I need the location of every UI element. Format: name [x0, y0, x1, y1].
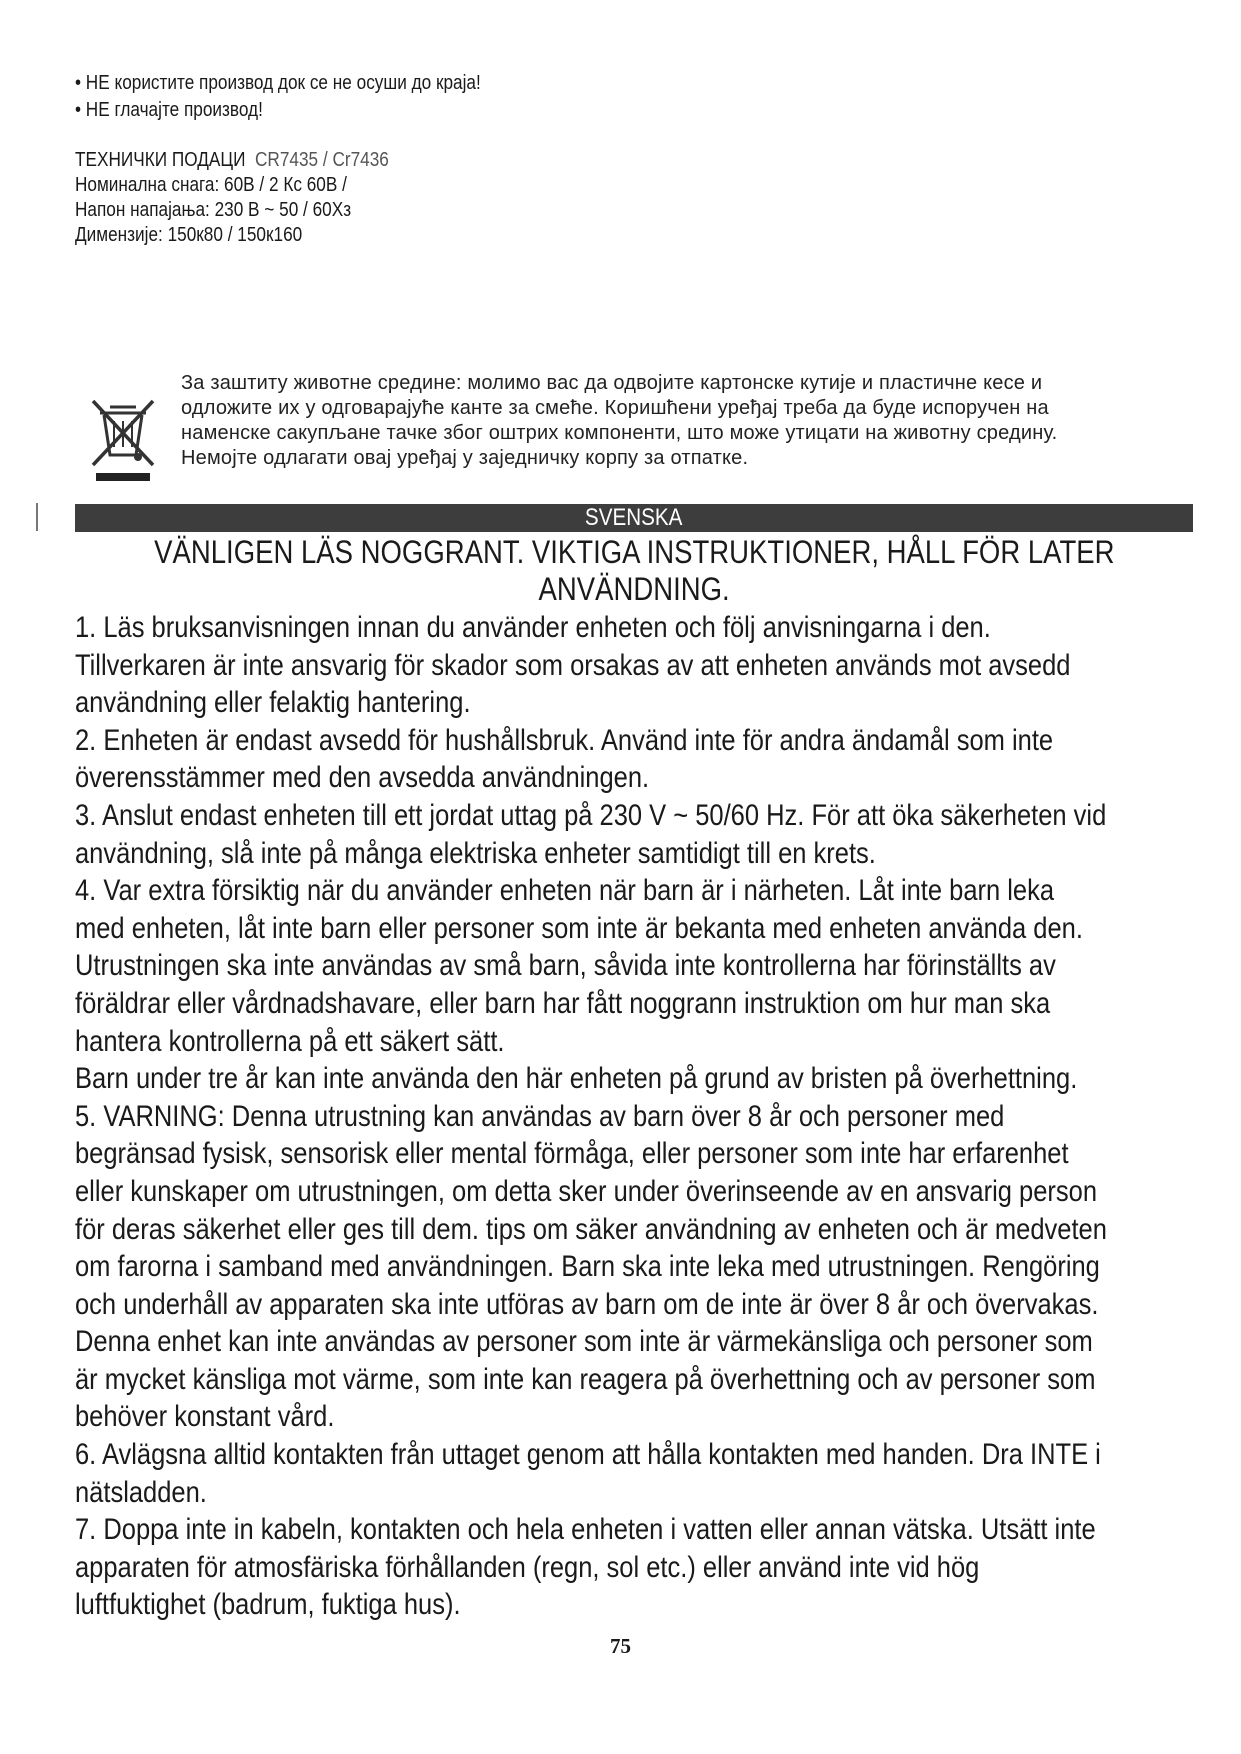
body-text-line: Barn under tre år kan inte använda den här enheten på grund av bristen på överhettning.	[75, 1062, 1078, 1096]
body-text-line: eller kunskaper om utrustningen, om detta sker under överinseende av en ansvarig person	[75, 1174, 1098, 1208]
spec-line: Димензије: 150к80 / 150к160	[75, 224, 303, 246]
environment-notice-line: За заштиту животне средине: молимо вас да одвојите картонске кутије и пластичне кесе и	[181, 372, 1043, 394]
margin-mark	[36, 503, 38, 531]
instructions-heading	[75, 534, 1193, 608]
technical-data-title: ТЕХНИЧКИ ПОДАЦИ	[75, 149, 246, 171]
language-section-bar	[75, 504, 1193, 532]
body-text-line: användning, slå inte på många elektriska enheter samtidigt till en krets.	[75, 836, 876, 870]
body-text-line: begränsad fysisk, sensorisk eller mental förmåga, eller personer som inte har erfarenhet	[75, 1137, 1069, 1171]
environment-notice-line: наменске сакупљане тачке због оштрих компоненти, што може утицати на животну средину.	[181, 422, 1058, 444]
body-text-line: 7. Doppa inte in kabeln, kontakten och hela enheten i vatten eller annan vätska. Utsätt inte	[75, 1513, 1096, 1547]
body-text-line: för deras säkerhet eller ges till dem. tips om säker användning av enheten och är medveten	[75, 1212, 1107, 1246]
bullet-item: • НЕ користите производ док се не осуши до краја!	[75, 72, 481, 94]
serbian-bullet-list	[75, 70, 975, 124]
body-text-line: 2. Enheten är endast avsedd för hushållsbruk. Använd inte för andra ändamål som inte	[75, 723, 1054, 757]
body-text-line: Denna enhet kan inte användas av personer som inte är värmekänsliga och personer som	[75, 1325, 1093, 1359]
body-text-line: Utrustningen ska inte användas av små barn, såvida inte kontrollerna har förinställts av	[75, 949, 1056, 983]
body-text-line: 5. VARNING: Denna utrustning kan användas av barn över 8 år och personer med	[75, 1099, 1005, 1133]
body-text-line: apparaten för atmosfäriska förhållanden (regn, sol etc.) eller använd inte vid hög	[75, 1550, 980, 1584]
bullet-item: • НЕ глачајте производ!	[75, 99, 263, 121]
body-text-line: luftfuktighet (badrum, fuktiga hus).	[75, 1588, 461, 1622]
body-text-line: är mycket känsliga mot värme, som inte kan reagera på överhettning och av personer som	[75, 1362, 1096, 1396]
body-text-line: och underhåll av apparaten ska inte utföras av barn om de inte är över 8 år och övervakas.	[75, 1287, 1099, 1321]
page-number: 75	[610, 1634, 631, 1658]
instructions-body	[75, 609, 1225, 1624]
body-text-line: hantera kontrollerna på ett säkert sätt.	[75, 1024, 505, 1058]
body-text-line: 6. Avlägsna alltid kontakten från uttaget genom att hålla kontakten med handen. Dra INTE i	[75, 1438, 1101, 1472]
body-text-line: 1. Läs bruksanvisningen innan du använder enheten och följ anvisningarna i den.	[75, 611, 991, 644]
technical-data-title-line	[75, 148, 849, 173]
body-text-line: behöver konstant vård.	[75, 1400, 335, 1434]
technical-data-models: CR7435 / Cr7436	[255, 149, 389, 171]
environment-notice-line: одложите их у одговарајуће канте за смеће. Коришћени уређај треба да буде испоручен на	[181, 397, 1049, 419]
heading-line: VÄNLIGEN LÄS NOGGRANT. VIKTIGA INSTRUKTIONER, HÅLL FÖR LATER	[153, 534, 1115, 570]
body-text-line: om farorna i samband med användningen. Barn ska inte leka med utrustningen. Rengöring	[75, 1250, 1100, 1284]
spec-line: Напон напајања: 230 В ~ 50 / 60Хз	[75, 199, 352, 221]
environment-notice-line: Немојте одлагати овај уређај у заједничку корпу за отпатке.	[181, 447, 749, 469]
spec-line: Номинална снага: 60В / 2 Кс 60В /	[75, 174, 347, 196]
section-title: SVENSKA	[585, 504, 683, 531]
body-text-line: användning eller felaktig hantering.	[75, 686, 471, 720]
body-text-line: Tillverkaren är inte ansvarig för skador som orsakas av att enheten används mot avsedd	[75, 648, 1071, 682]
body-text-line: överensstämmer med den avsedda användningen.	[75, 761, 650, 795]
crossed-out-wheelie-bin-icon	[88, 395, 158, 485]
environment-notice	[181, 371, 1141, 471]
body-text-line: nätsladden.	[75, 1475, 207, 1509]
body-text-line: föräldrar eller vårdnadshavare, eller barn har fått noggrann instruktion om hur man ska	[75, 986, 1051, 1020]
body-text-line: med enheten, låt inte barn eller personer som inte är bekanta med enheten använda den.	[75, 911, 1083, 945]
body-text-line: 3. Anslut endast enheten till ett jordat uttag på 230 V ~ 50/60 Hz. För att öka säkerheten vid	[75, 798, 1107, 832]
body-text-line: 4. Var extra försiktig när du använder enheten när barn är i närheten. Låt inte barn leka	[75, 874, 1055, 908]
technical-data-block	[75, 148, 975, 248]
heading-line: ANVÄNDNING.	[538, 571, 730, 607]
